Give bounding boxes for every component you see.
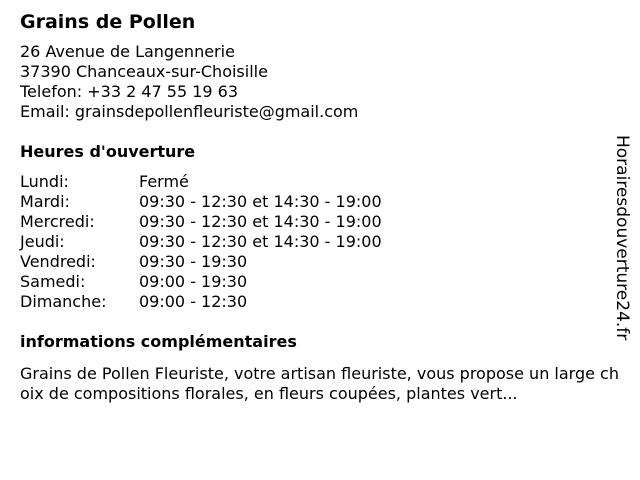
day-label: Dimanche: bbox=[20, 292, 107, 311]
hours-row-friday bbox=[20, 252, 610, 272]
time-value: Fermé bbox=[139, 172, 189, 191]
email-address: Email: grainsdepollenfleuriste@gmail.com bbox=[20, 102, 359, 121]
additional-info-text: Grains de Pollen Fleuriste, votre artisan fleuriste, vous propose un large choix de compositions florales, en fleurs coupées, plantes vert... bbox=[20, 364, 619, 403]
business-card bbox=[20, 10, 619, 404]
time-value: 09:30 - 12:30 et 14:30 - 19:00 bbox=[139, 212, 382, 231]
hours-row-sunday bbox=[20, 292, 610, 312]
phone-number: Telefon: +33 2 47 55 19 63 bbox=[20, 82, 239, 101]
hours-row-tuesday bbox=[20, 192, 610, 212]
hours-row-wednesday bbox=[20, 212, 610, 232]
opening-hours-list bbox=[20, 172, 610, 312]
day-label: Mardi: bbox=[20, 192, 70, 211]
hours-row-monday bbox=[20, 172, 610, 192]
time-value: 09:30 - 19:30 bbox=[139, 252, 248, 271]
time-value: 09:00 - 19:30 bbox=[139, 272, 248, 291]
source-watermark: Horairesdouverture24.fr bbox=[612, 135, 632, 341]
hours-row-thursday bbox=[20, 232, 610, 252]
address-line-2: 37390 Chanceaux-sur-Choisille bbox=[20, 62, 268, 81]
day-label: Vendredi: bbox=[20, 252, 96, 271]
business-name: Grains de Pollen bbox=[20, 11, 196, 33]
address-line-1: 26 Avenue de Langennerie bbox=[20, 42, 235, 61]
time-value: 09:30 - 12:30 et 14:30 - 19:00 bbox=[139, 192, 382, 211]
opening-hours-heading: Heures d'ouverture bbox=[20, 142, 196, 161]
day-label: Mercredi: bbox=[20, 212, 95, 231]
hours-row-saturday bbox=[20, 272, 610, 292]
additional-info-heading: informations complémentaires bbox=[20, 332, 297, 351]
day-label: Lundi: bbox=[20, 172, 69, 191]
day-label: Samedi: bbox=[20, 272, 86, 291]
day-label: Jeudi: bbox=[20, 232, 65, 251]
time-value: 09:00 - 12:30 bbox=[139, 292, 248, 311]
time-value: 09:30 - 12:30 et 14:30 - 19:00 bbox=[139, 232, 382, 251]
